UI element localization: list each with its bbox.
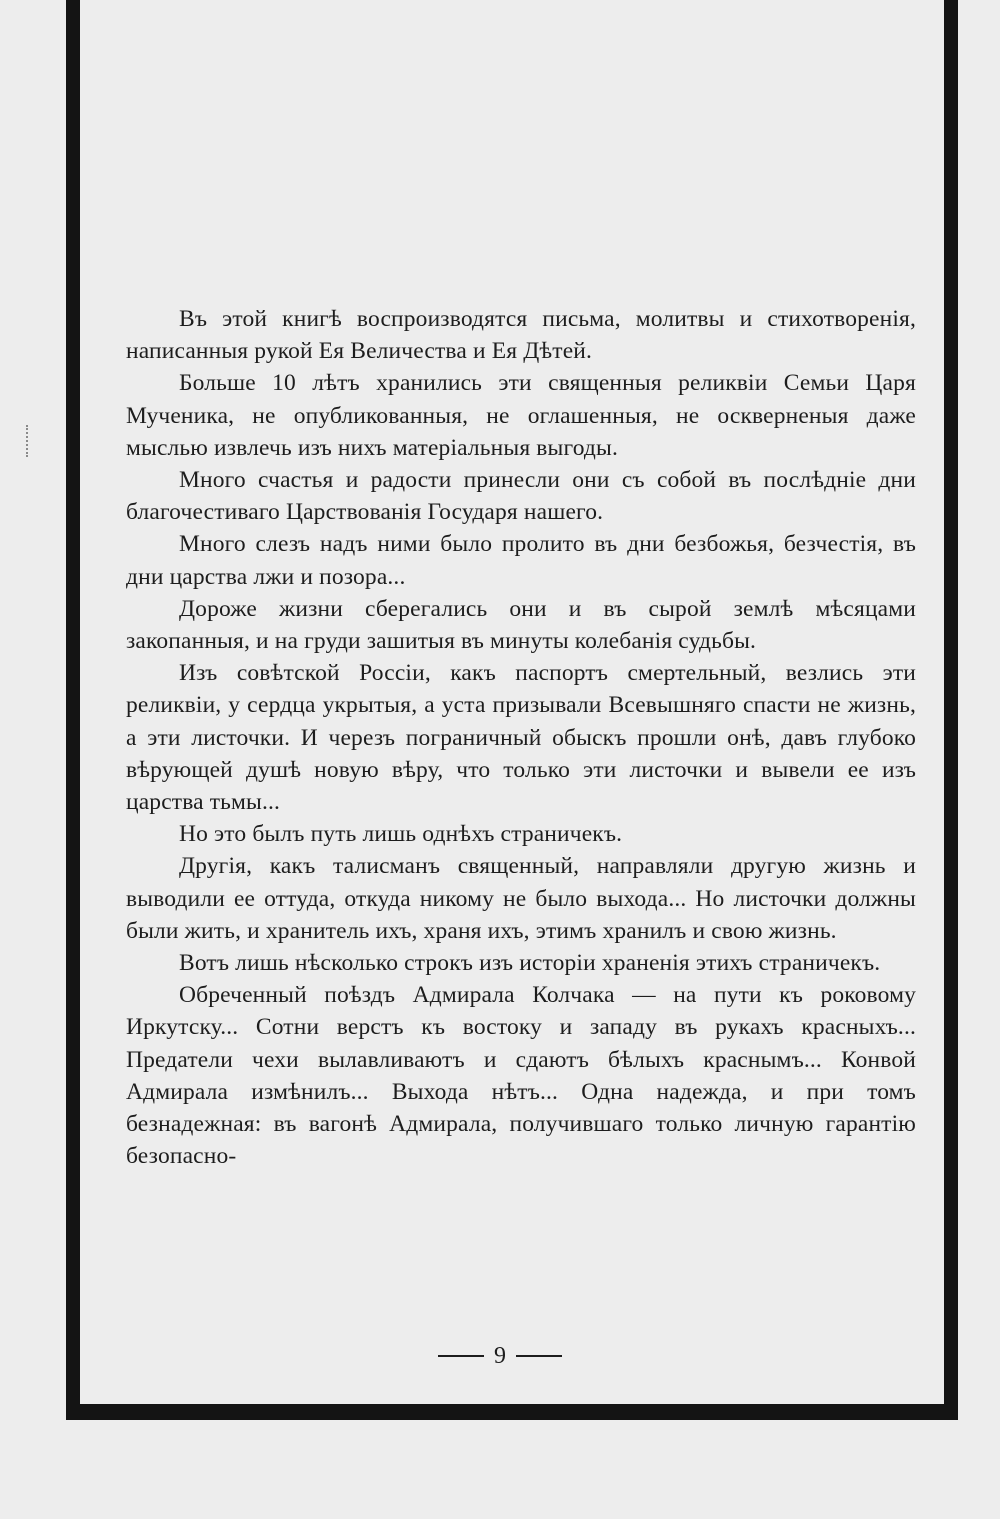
paragraph-10: Обреченный поѣздъ Адмирала Колчака — на пути къ роковому Иркутску... Сотни верстъ къ востоку и западу въ рукахъ красныхъ... Предатели чехи вылавливаютъ и сдаютъ бѣлыхъ краснымъ... Конвой Адмирала измѣнилъ... Выхода нѣтъ... Одна надежда, и при томъ безнадежная: въ вагонѣ Адмирала, получившаго только личную гарантію безопасно- [126, 982, 916, 1170]
page-number-footer [0, 1340, 1000, 1371]
paragraph-3: Много счастья и радости принесли они съ собой въ послѣдніе дни благочестиваго Царствованія Государя нашего. [126, 467, 916, 526]
paragraph-2: Больше 10 лѣтъ хранились эти священныя реликвіи Семьи Царя Мученика, не опубликованныя, не оглашенныя, не оскверненыя даже мыслью извлечь изъ нихъ матеріальныя выгоды. [126, 370, 916, 461]
body-text [126, 303, 916, 1172]
page-number: 9 [494, 1343, 506, 1370]
scan-edge-mark [26, 425, 31, 457]
paragraph-9: Вотъ лишь нѣсколько строкъ изъ исторіи храненія этихъ страничекъ. [179, 950, 881, 977]
page-number-dash-left [438, 1355, 484, 1357]
paragraph-5: Дороже жизни сберегались они и въ сырой землѣ мѣсяцами закопанныя, и на груди зашитыя въ минуты колебанія судьбы. [126, 595, 916, 655]
paragraph-7: Но это былъ путь лишь однѣхъ страничекъ. [179, 821, 623, 848]
paragraph-1: Въ этой книгѣ воспроизводятся письма, молитвы и стихотворенія, написанныя рукой Ея Величества и Ея Дѣтей. [126, 306, 916, 365]
paragraph-4: Много слезъ надъ ними было пролито въ дни безбожья, безчестія, въ дни царства лжи и позора... [126, 531, 916, 590]
paragraph-6: Изъ совѣтской Россіи, какъ паспортъ смертельный, везлись эти реликвіи, у сердца укрытыя, а уста призывали Всевышняго спасти не жизнь, а эти листочки. И черезъ пограничный обыскъ прошли онѣ, давъ глубоко вѣрующей душѣ новую вѣру, что только эти листочки и вывели ее изъ царства тьмы... [126, 660, 916, 816]
paragraph-8: Другія, какъ талисманъ священный, направляли другую жизнь и выводили ее оттуда, откуда никому не было выхода... Но листочки должны были жить, и хранитель ихъ, храня ихъ, этимъ хранилъ и свою жизнь. [126, 853, 916, 944]
page-number-dash-right [516, 1355, 562, 1357]
